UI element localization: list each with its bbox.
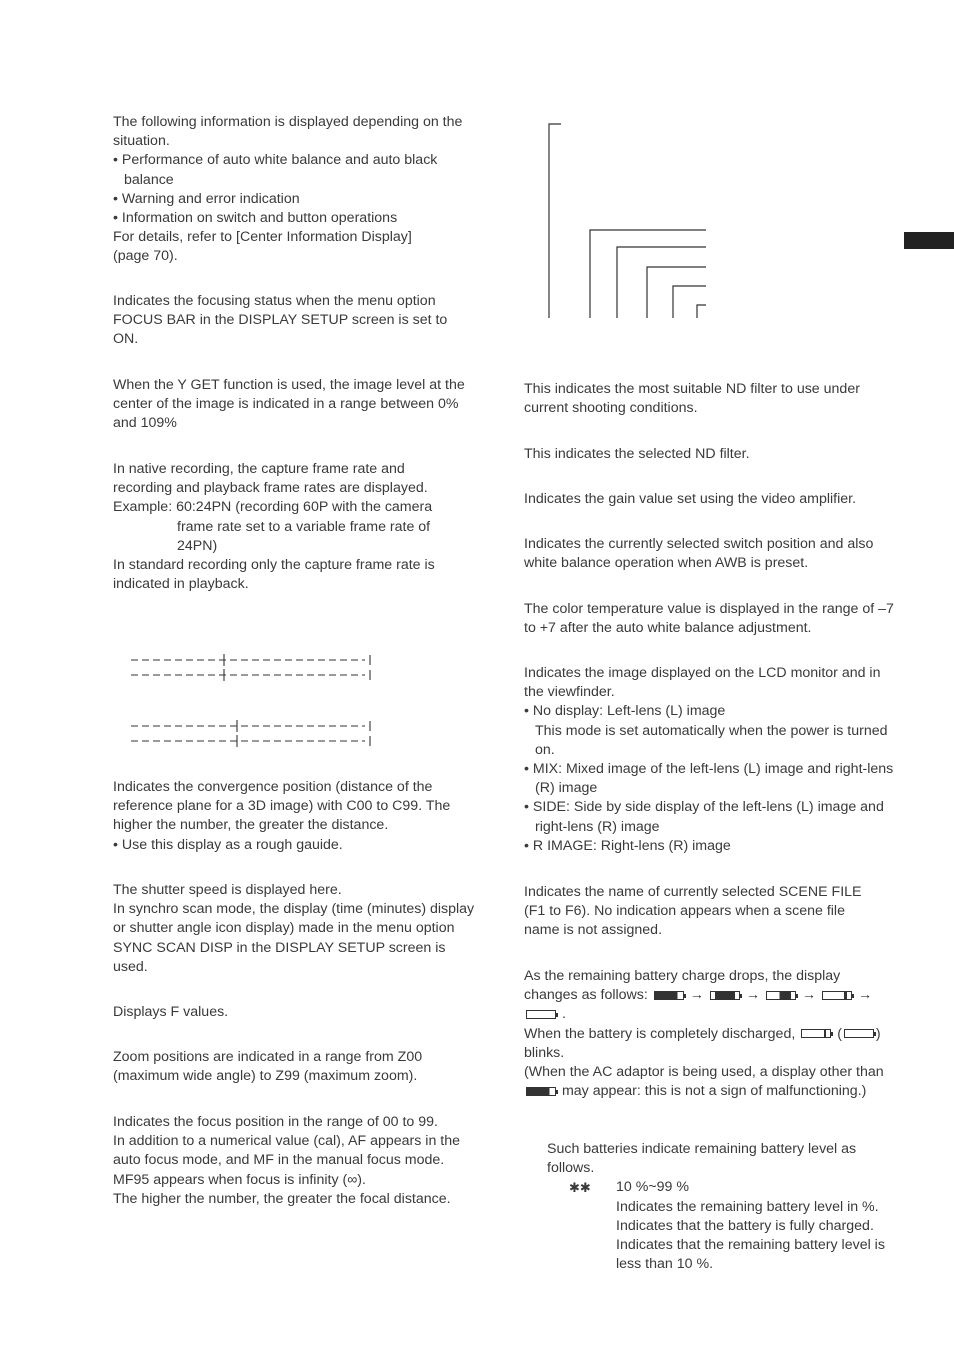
battery-level-row	[547, 1178, 887, 1197]
battery-level-r3: Indicates that the remaining battery level is less than 10 %.	[616, 1237, 885, 1273]
battery-level-r2: Indicates that the battery is fully charged.	[616, 1217, 874, 1234]
focus-bar-text: Indicates the focusing status when the menu option FOCUS BAR in the DISPLAY SETUP screen is set to ON.	[113, 293, 448, 348]
image-display-intro: Indicates the image displayed on the LCD monitor and in the viewfinder.	[524, 665, 881, 701]
battery-level-r1: Indicates the remaining battery level in %.	[616, 1198, 879, 1215]
battery-level-intro: Such batteries indicate remaining battery level as follows.	[547, 1141, 857, 1177]
zoom-text: Zoom positions are indicated in a range from Z00 (maximum wide angle) to Z99 (maximum zoom).	[113, 1049, 423, 1085]
battery-half-icon	[766, 991, 796, 1000]
image-display-section	[524, 664, 894, 856]
convergence-section	[113, 778, 468, 855]
battery-full-icon	[654, 991, 684, 1000]
battery-discharged-icon	[801, 1029, 831, 1038]
focus-position-line1: Indicates the focus position in the range of 00 to 99.	[113, 1114, 438, 1130]
battery-line1	[524, 967, 889, 1025]
frame-rate-example2: frame rate set to a variable frame rate of 24PN)	[177, 518, 431, 554]
battery-line3a: (When the AC adaptor is being used, a display other than	[524, 1064, 884, 1081]
center-info-bullet: • Information on switch and button operations	[113, 210, 398, 227]
battery-line3	[524, 1063, 889, 1101]
period: .	[561, 1006, 566, 1023]
shutter-line1: The shutter speed is displayed here.	[113, 882, 342, 898]
center-info-bullet: • Warning and error indication	[113, 190, 300, 207]
focus-position-section	[113, 1113, 483, 1209]
focus-position-line4: The higher the number, the greater the focal distance.	[113, 1190, 451, 1207]
frame-rate-line1: In native recording, the capture frame rate and recording and playback frame rates are displayed.	[113, 461, 428, 497]
center-info-section	[113, 113, 483, 267]
battery-low-icon	[822, 991, 852, 1000]
center-info-intro: The following information is displayed depending on the situation.	[113, 114, 463, 150]
image-display-bullet: • MIX: Mixed image of the left-lens (L) image and right-lens (R) image	[524, 761, 894, 797]
focus-position-line2: In addition to a numerical value (cal), AF appears in the auto focus mode, and MF in the manual focus mode.	[113, 1133, 460, 1169]
battery-line2	[524, 1025, 889, 1063]
center-info-details: For details, refer to [Center Information Display] (page 70).	[113, 229, 412, 265]
image-display-bullet: • No display: Left-lens (L) image	[524, 703, 726, 720]
f-values-text: Displays F values.	[113, 1004, 229, 1020]
paren: (	[837, 1025, 842, 1042]
shutter-section	[113, 881, 481, 977]
frame-rate-line2: In standard recording only the capture frame rate is indicated in playback.	[113, 557, 435, 593]
frame-rate-section	[113, 460, 453, 594]
arrow: →	[801, 987, 817, 1004]
focus-position-line3: MF95 appears when focus is infinity (∞).	[113, 1171, 366, 1188]
y-get-text: When the Y GET function is used, the image level at the center of the image is indicated in a range between 0% and 109%	[113, 377, 465, 432]
battery-line2b: ) blinks.	[524, 1025, 881, 1061]
battery-empty-icon	[844, 1029, 874, 1038]
battery-line2a: When the battery is completely discharged,	[524, 1025, 796, 1042]
image-display-bullet: • SIDE: Side by side display of the left-lens (L) image and right-lens (R) image	[524, 799, 884, 835]
battery-empty-icon	[526, 1010, 556, 1019]
arrow: →	[858, 987, 873, 1004]
battery-line1-text: As the remaining battery charge drops, the display changes as follows:	[524, 968, 841, 1004]
battery-full-icon	[526, 1087, 556, 1096]
battery-three-quarter-icon	[710, 991, 740, 1000]
battery-pct: 10 %~99 %	[616, 1179, 689, 1196]
stars: ✱✱	[569, 1180, 591, 1196]
convergence-bullet: • Use this display as a rough gauide.	[113, 836, 343, 853]
arrow: →	[745, 987, 761, 1004]
shutter-line2: In synchro scan mode, the display (time (minutes) display or shutter angle icon display) made in the menu option SYNC SCAN DISP in the DISPLAY SETUP screen is used.	[113, 901, 475, 975]
image-display-bullet: • R IMAGE: Right-lens (R) image	[524, 837, 731, 854]
frame-rate-example1: Example: 60:24PN (recording 60P with the camera	[113, 499, 433, 516]
nd-selected-text: This indicates the selected ND filter.	[524, 446, 750, 462]
scene-file-text: Indicates the name of currently selected SCENE FILE (F1 to F6). No indication appears when a scene file name is not assigned.	[524, 884, 862, 939]
color-temp-text: The color temperature value is displayed in the range of –7 to +7 after the auto white balance adjustment.	[524, 601, 894, 637]
battery-line3b: may appear: this is not a sign of malfunctioning.)	[561, 1083, 867, 1100]
wb-text: Indicates the currently selected switch position and also white balance operation when AWB is preset.	[524, 536, 874, 572]
center-info-bullet: • Performance of auto white balance and auto black balance	[113, 152, 438, 188]
convergence-line1: Indicates the convergence position (distance of the reference plane for a 3D image) with C00 to C99. The higher the number, the greater the distance.	[113, 779, 451, 834]
nd-suggest-text: This indicates the most suitable ND filter to use under current shooting conditions.	[524, 381, 860, 417]
arrow: →	[689, 987, 704, 1004]
battery-level-section	[547, 1140, 887, 1274]
battery-section	[524, 967, 889, 1101]
image-display-sub: This mode is set automatically when the power is turned on.	[535, 722, 888, 758]
gain-text: Indicates the gain value set using the video amplifier.	[524, 491, 857, 507]
